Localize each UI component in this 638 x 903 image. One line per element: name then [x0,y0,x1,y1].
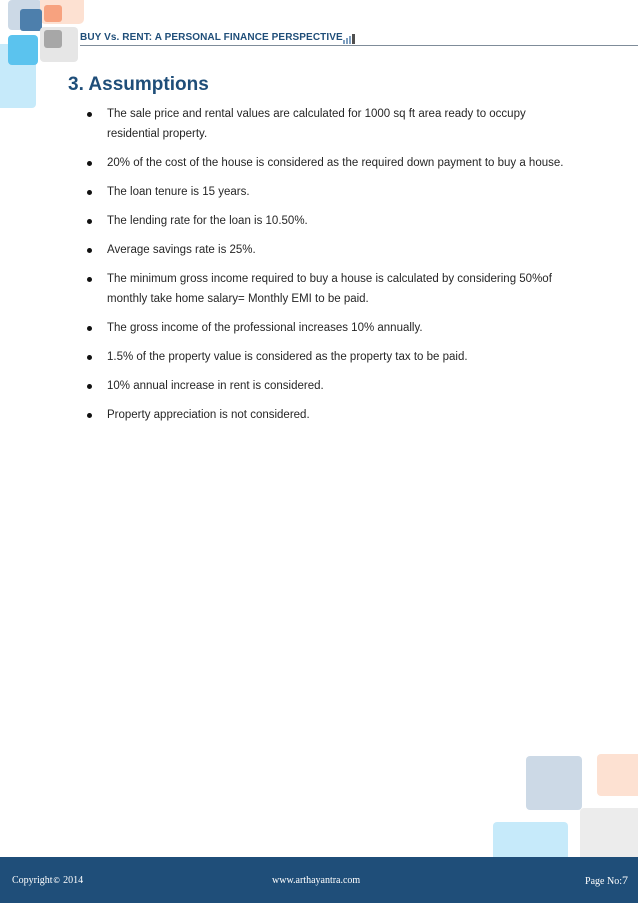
copyright-year: 2014 [63,875,84,886]
list-item-text: Average savings rate is 25%. [107,244,256,256]
list-item [86,376,576,396]
page-label: Page No: [585,876,622,887]
decor-square [8,35,38,65]
bullet-icon [87,277,92,282]
list-item-text: The lending rate for the loan is 10.50%. [107,215,308,227]
decor-square [44,30,62,48]
assumptions-list [86,104,576,434]
bullet-icon [87,355,92,360]
copyright-icon: © [52,876,61,885]
list-item [86,153,576,173]
list-item-text: Property appreciation is not considered. [107,409,310,421]
bullet-icon [87,384,92,389]
list-item [86,318,576,338]
footer-page-number [585,873,628,888]
decor-square [44,5,62,22]
list-item [86,211,576,231]
list-item [86,347,576,367]
header-divider [80,45,638,46]
list-item [86,405,576,425]
list-item-text: The sale price and rental values are calculated for 1000 sq ft area ready to occupy residential property. [107,108,526,140]
decor-square [580,808,638,858]
decor-square [597,754,638,796]
section-title: 3. Assumptions [68,74,209,95]
list-item-text: The loan tenure is 15 years. [107,186,250,198]
bullet-icon [87,112,92,117]
page-footer [0,857,638,903]
list-item-text: The gross income of the professional increases 10% annually. [107,322,423,334]
bullet-icon [87,219,92,224]
footer-website-link[interactable]: www.arthayantra.com [272,875,361,886]
decor-square [20,9,42,31]
page-number: 7 [622,873,628,887]
list-item-text: 1.5% of the property value is considered as the property tax to be paid. [107,351,468,363]
list-item [86,182,576,202]
decor-square [493,822,568,858]
list-item-text: 20% of the cost of the house is considered as the required down payment to buy a house. [107,157,564,169]
decor-square [526,756,582,810]
bullet-icon [87,413,92,418]
list-item [86,269,576,309]
list-item [86,104,576,144]
bullet-icon [87,161,92,166]
header-title: BUY Vs. RENT: A PERSONAL FINANCE PERSPECTIVE [80,32,343,43]
bar-chart-icon [343,34,355,44]
list-item-text: The minimum gross income required to buy a house is calculated by considering 50%of monthly take home salary= Monthly EMI to be paid. [107,273,552,305]
list-item-text: 10% annual increase in rent is considered. [107,380,324,392]
bullet-icon [87,248,92,253]
bullet-icon [87,190,92,195]
copyright-label: Copyright [12,875,53,886]
list-item [86,240,576,260]
bullet-icon [87,326,92,331]
footer-copyright [12,875,83,886]
